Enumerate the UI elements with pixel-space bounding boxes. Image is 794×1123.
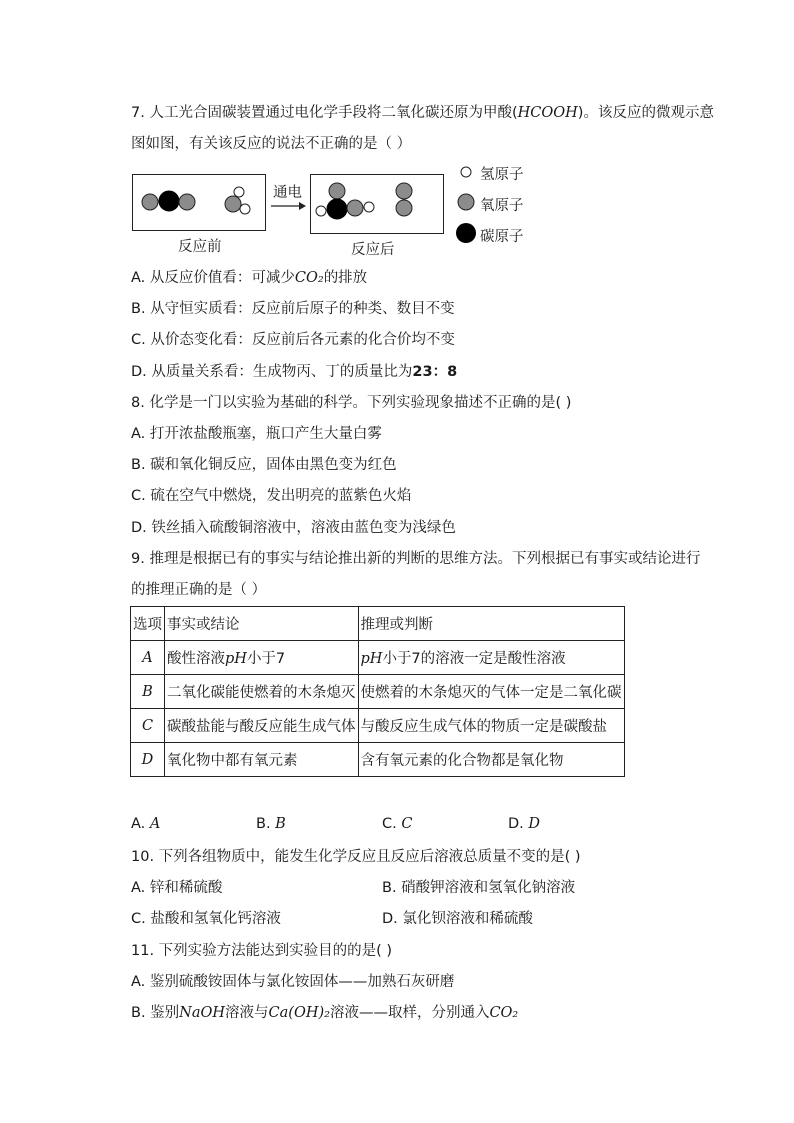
oxygen-atom [142, 194, 158, 210]
answer-label: C. [382, 816, 402, 832]
option-text-end: 的排放 [323, 270, 368, 286]
row-key: D [131, 743, 165, 777]
formula-naoh: NaOH [179, 1005, 226, 1021]
q9-answer-a [131, 816, 160, 832]
header-option: 选项 [131, 607, 165, 641]
formula-co2: CO₂ [294, 270, 324, 286]
row-inference: 使燃着的木条熄灭的气体一定是二氧化碳 [358, 675, 624, 709]
q7-stem-line2: 图如图，有关该反应的说法不正确的是（ ） [131, 136, 412, 152]
q8-option-a: A. 打开浓盐酸瓶塞，瓶口产生大量白雾 [131, 426, 382, 442]
answer-label: A. [131, 816, 150, 832]
hydrogen-atom [240, 204, 250, 214]
q8-option-c: C. 硫在空气中燃烧，发出明亮的蓝紫色火焰 [131, 488, 412, 504]
answer-value: B [275, 816, 286, 832]
answer-label: D. [508, 816, 529, 832]
q7-stem-text-end: )。该反应的微观示意 [577, 105, 714, 121]
answer-value: C [401, 816, 413, 832]
oxygen-atom [329, 183, 345, 199]
oxygen-atom [225, 196, 241, 212]
fact-text-end: 小于7 [246, 651, 286, 667]
option-text-mid: 溶液与 [225, 1005, 269, 1021]
after-caption: 反应后 [351, 242, 395, 258]
answer-label: B. [256, 816, 276, 832]
oxygen-atom [347, 200, 363, 216]
q8-stem: 8. 化学是一门以实验为基础的科学。下列实验现象描述不正确的是( ) [131, 395, 572, 411]
formula-caoh2: Ca(OH)₂ [268, 1005, 330, 1021]
row-fact: 碳酸盐能与酸反应能生成气体 [165, 709, 359, 743]
oxygen-atom [179, 194, 195, 210]
hydrogen-atom [316, 206, 326, 216]
arrow-label: 通电 [273, 185, 302, 201]
q10-option-b: B. 硝酸钾溶液和氢氧化钠溶液 [382, 880, 576, 896]
option-text: A. 从反应价值看：可减少 [131, 270, 295, 286]
row-fact: 二氧化碳能使燃着的木条熄灭 [165, 675, 359, 709]
q7-stem-text: 7. 人工光合固碳装置通过电化学手段将二氧化碳还原为甲酸( [131, 105, 518, 121]
q11-option-b [131, 1003, 518, 1023]
reasoning-table [130, 606, 625, 777]
q8-option-d: D. 铁丝插入硫酸铜溶液中，溶液由蓝色变为浅绿色 [131, 520, 456, 536]
oxygen-atom [396, 183, 412, 199]
option-text: D. 从质量关系看：生成物丙、丁的质量比为 [131, 364, 413, 380]
row-inference: 与酸反应生成气体的物质一定是碳酸盐 [358, 709, 624, 743]
header-inference: 推理或判断 [358, 607, 624, 641]
row-key: C [131, 709, 165, 743]
inference-text-end: 小于7的溶液一定是酸性溶液 [382, 651, 566, 667]
answer-value: A [149, 816, 161, 832]
oxygen-atom [396, 200, 412, 216]
before-caption: 反应前 [178, 239, 222, 255]
legend-hydrogen: 氢原子 [480, 167, 524, 183]
table-row [131, 743, 625, 777]
legend-oxygen: 氧原子 [480, 198, 524, 214]
q9-answer-d [508, 816, 540, 832]
q8-option-b: B. 碳和氧化铜反应，固体由黑色变为红色 [131, 457, 397, 473]
table-row [131, 709, 625, 743]
row-fact [165, 641, 359, 675]
legend-symbols [455, 160, 479, 250]
row-key: A [131, 641, 165, 675]
option-text-mid2: 溶液——取样，分别通入 [329, 1005, 490, 1021]
fact-text: 酸性溶液 [167, 651, 225, 667]
carbon-atom [159, 191, 179, 211]
q9-stem-line2: 的推理正确的是（ ） [131, 582, 267, 598]
q7-option-c: C. 从价态变化看：反应前后各元素的化合价均不变 [131, 332, 455, 348]
table-row [131, 675, 625, 709]
answer-value: D [528, 816, 541, 832]
before-molecules [132, 174, 266, 231]
header-fact: 事实或结论 [165, 607, 359, 641]
formula-ph: pH [225, 651, 247, 667]
q11-option-a: A. 鉴别硫酸铵固体与氯化铵固体——加熟石灰研磨 [131, 974, 455, 990]
formula-ph: pH [360, 651, 383, 667]
row-key: B [131, 675, 165, 709]
option-text: B. 鉴别 [131, 1005, 180, 1021]
q7-option-b: B. 从守恒实质看：反应前后原子的种类、数目不变 [131, 301, 455, 317]
q7-stem-line1 [131, 103, 714, 123]
row-inference: 含有氧元素的化合物都是氧化物 [358, 743, 624, 777]
row-fact: 氧化物中都有氧元素 [165, 743, 359, 777]
q7-option-d [131, 362, 457, 382]
row-inference [358, 641, 624, 675]
carbon-legend-icon [456, 223, 476, 243]
table-row [131, 641, 625, 675]
q10-option-a: A. 锌和稀硫酸 [131, 880, 223, 896]
legend-carbon: 碳原子 [480, 229, 524, 245]
q7-option-a [131, 268, 367, 288]
q11-stem: 11. 下列实验方法能达到实验目的的是( ) [131, 943, 393, 959]
formula-hcooh: HCOOH [517, 105, 578, 121]
formula-co2: CO₂ [489, 1005, 519, 1021]
carbon-atom [327, 199, 347, 219]
hydrogen-legend-icon [461, 167, 471, 177]
q10-option-d: D. 氯化钡溶液和稀硫酸 [382, 911, 533, 927]
q9-answer-b [256, 816, 286, 832]
oxygen-legend-icon [458, 194, 474, 210]
after-molecules [310, 174, 444, 234]
q10-option-c: C. 盐酸和氢氧化钙溶液 [131, 911, 281, 927]
hydrogen-atom [234, 187, 244, 197]
q9-answer-c [382, 816, 412, 832]
q9-stem-line1: 9. 推理是根据已有的事实与结论推出新的判断的思维方法。下列根据已有事实或结论进行 [131, 551, 701, 567]
mass-ratio: 23：8 [412, 364, 458, 380]
reaction-arrow [270, 200, 308, 212]
table-header-row [131, 607, 625, 641]
q10-stem: 10. 下列各组物质中，能发生化学反应且反应后溶液总质量不变的是( ) [131, 849, 581, 865]
hydrogen-atom [364, 202, 374, 212]
